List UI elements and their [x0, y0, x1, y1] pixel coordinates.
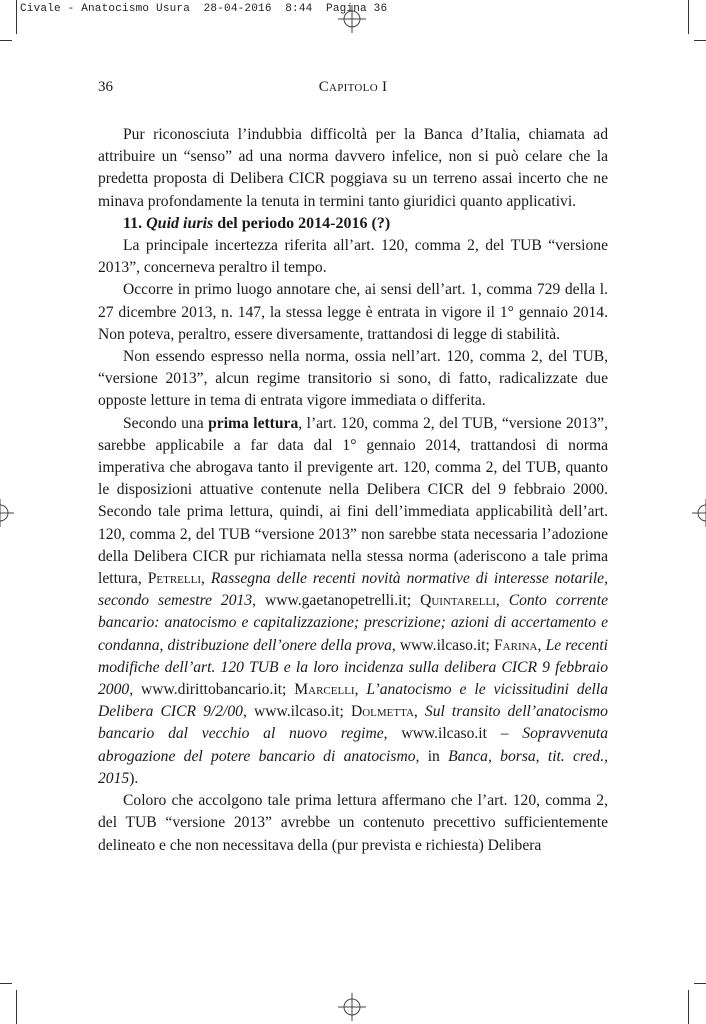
cited-title: Le recenti modifiche dell’art. 120 TUB e la loro incidenza sulla delibera CICR 9 febbraio 2000 [98, 636, 609, 699]
chapter-heading: Capitolo I [318, 79, 388, 95]
text-run: , [537, 636, 546, 654]
registration-mark-top-icon [338, 5, 366, 33]
crop-mark-bottom-right-v [688, 990, 689, 1024]
cited-title: Rassegna delle recenti novità normative di interesse notarile, secondo semestre 2013 [98, 570, 609, 610]
paragraph: La principale incertezza riferita all’art. 120, comma 2, del TUB “versione 2013”, concerneva peraltro il tempo. [98, 237, 608, 277]
section-heading [98, 213, 608, 235]
running-head [98, 79, 608, 99]
text-run: , [413, 703, 425, 721]
text-run: Secondo una [123, 414, 209, 432]
author-name: Petrelli [147, 570, 201, 588]
section-title-rest: del periodo 2014-2016 (?) [213, 214, 391, 232]
text-run: , www.ilcaso.it – [383, 725, 523, 743]
crop-mark-bottom-right-h [694, 983, 706, 984]
section-number: 11. [123, 214, 143, 232]
crop-mark-top-right-v [688, 0, 689, 34]
page-number: 36 [98, 79, 113, 95]
registration-mark-bottom-icon [338, 993, 366, 1021]
text-run: , www.dirittobancario.it; [129, 681, 295, 699]
crop-mark-top-right-h [694, 40, 706, 41]
cited-title: Sopravvenuta abrogazione del potere bancario di anatocismo, [98, 725, 609, 765]
registration-mark-left-icon [0, 499, 14, 527]
author-name: Farina [494, 636, 538, 654]
text-run: , www.ilcaso.it; [242, 703, 351, 721]
text-run: in [419, 747, 449, 765]
paragraph: Pur riconosciuta l’indubbia difficoltà per la Banca d’Italia, chiamata ad attribuire un “senso” ad una norma davvero infelice, non si può celare che la predetta proposta di Delibera CICR poggiava su un terreno assai incerto che ne minava profondamente la tenuta in termini tanto giuridici quanto applicativi. [98, 126, 608, 210]
author-name: Dolmetta [350, 703, 414, 721]
text-run: , www.gaetanopetrelli.it; [252, 592, 421, 610]
crop-mark-bottom-left-v [16, 990, 17, 1024]
text-run: , [201, 570, 211, 588]
printer-slug: Civale - Anatocismo Usura 28-04-2016 8:44 Pagina 36 [20, 3, 388, 15]
cited-journal: Banca, borsa, tit. cred., 2015 [98, 747, 608, 787]
author-name: Quintarelli [420, 592, 496, 610]
text-run: ). [129, 769, 139, 787]
paragraph-prima-lettura [98, 413, 608, 790]
paragraph: Non essendo espresso nella norma, ossia nell’art. 120, comma 2, del TUB, “versione 2013”, alcun regime transitorio si sono, di fatto, radicalizzate due opposte letture in tema di entrata vigore immediata o differita. [98, 348, 608, 410]
text-run: , [495, 592, 509, 610]
cited-title: Sul transito dell’anatocismo bancario dal vecchio al nuovo regime [98, 703, 608, 743]
cited-title: L’anatocismo e le vicissitudini della Delibera CICR 9/2/00 [98, 681, 608, 721]
bold-term: prima lettura [208, 414, 299, 432]
text-run: , www.ilcaso.it; [391, 636, 494, 654]
cited-title: Conto corrente bancario: anatocismo e capitalizzazione; prescrizione; azioni di accertamento e condanna, distribuzione dell’onere della prova [98, 592, 608, 654]
main-text [98, 124, 608, 857]
author-name: Marcelli [294, 681, 355, 699]
crop-mark-top-left-h [0, 40, 12, 41]
section-title-italic: Quid iuris [146, 214, 214, 232]
text-run: , [354, 681, 367, 699]
registration-mark-right-icon [692, 499, 706, 527]
crop-mark-bottom-left-h [0, 983, 12, 984]
paragraph: Occorre in primo luogo annotare che, ai sensi dell’art. 1, comma 729 della l. 27 dicembre 2013, n. 147, la stessa legge è entrata in vigore il 1° gennaio 2014. Non poteva, peraltro, essere diversamente, trattandosi di legge di stabilità. [98, 281, 608, 343]
paragraph: Coloro che accolgono tale prima lettura affermano che l’art. 120, comma 2, del TUB “versione 2013” avrebbe un contenuto precettivo sufficientemente delineato e che non necessitava della (pur prevista e richiesta) Delibera [98, 792, 608, 854]
text-run: , l’art. 120, comma 2, del TUB, “versione 2013”, sarebbe applicabile a far data dal 1° gennaio 2014, trattandosi di norma imperativa che abrogava tanto il previgente art. 120, comma 2, del TUB, quanto le disposizioni attuative contenute nella Delibera CICR del 9 febbraio 2000. Secondo tale prima lettura, quindi, ai fini dell’immediata applicabilità dell’art. 120, comma 2, del TUB “versione 2013” non sarebbe stata necessaria l’adozione della Delibera CICR pur richiamata nella stessa norma (aderiscono a tale prima lettura, [98, 414, 609, 588]
crop-mark-top-left-v [16, 0, 17, 34]
